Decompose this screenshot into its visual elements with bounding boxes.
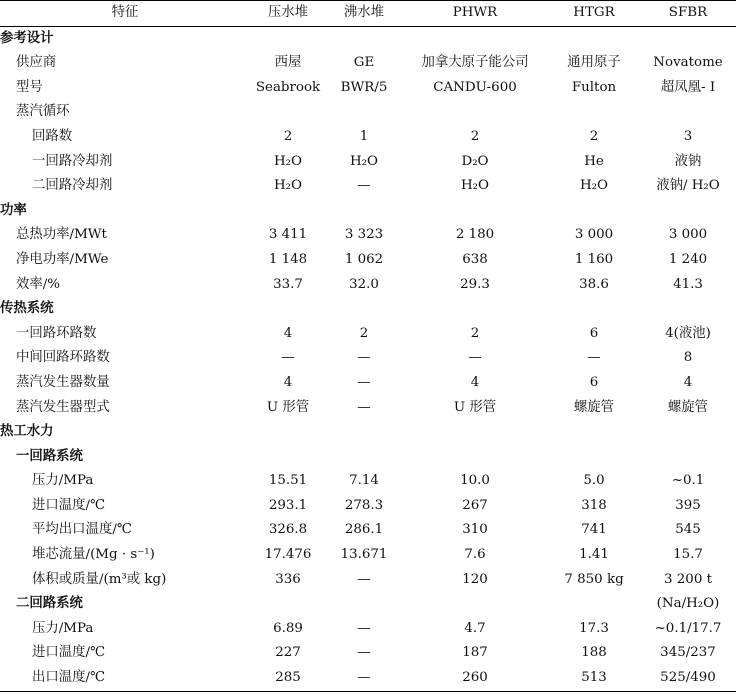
table-cell: Seabrook xyxy=(255,79,321,95)
section-label: 二回路系统 xyxy=(16,596,83,612)
table-cell: 345/237 xyxy=(660,645,716,661)
table-cell xyxy=(640,26,736,51)
table-cell xyxy=(640,100,736,125)
table-cell xyxy=(548,592,640,617)
table-cell: 3 411 xyxy=(268,227,308,243)
table-cell: H₂O xyxy=(579,178,609,194)
table-cell: 3 323 xyxy=(344,227,384,243)
table-cell: 29.3 xyxy=(460,276,490,292)
header-pwr: 压水堆 xyxy=(250,1,326,27)
table-cell: 1 240 xyxy=(668,251,708,267)
table-cell: U 形管 xyxy=(266,399,310,415)
table-cell: — xyxy=(326,666,402,691)
table-row xyxy=(0,543,736,568)
table-cell xyxy=(640,199,736,224)
table-cell: ~0.1/17.7 xyxy=(654,620,722,636)
table-cell: 188 xyxy=(581,645,607,661)
table-cell xyxy=(402,100,548,125)
table-cell: 120 xyxy=(462,571,488,587)
table-row xyxy=(0,51,736,76)
table-cell: 螺旋管 xyxy=(573,399,615,415)
table-cell xyxy=(250,420,326,445)
table-row xyxy=(0,371,736,396)
table-cell: 513 xyxy=(548,666,640,691)
table-cell: 8 xyxy=(683,350,693,366)
row-label: 出口温度/℃ xyxy=(0,666,250,691)
header-bwr: 沸水堆 xyxy=(326,1,402,27)
table-cell: 15.7 xyxy=(673,547,703,563)
table-header xyxy=(0,1,736,27)
table-cell: 326.8 xyxy=(268,522,308,538)
table-cell xyxy=(402,26,548,51)
section-row xyxy=(0,26,736,51)
table-cell: — xyxy=(357,571,371,587)
table-cell: 1 148 xyxy=(268,251,308,267)
table-cell: 278.3 xyxy=(344,497,384,513)
table-row xyxy=(0,469,736,494)
table-cell: 2 xyxy=(283,128,293,144)
table-cell: 310 xyxy=(462,522,488,538)
table-cell: ~0.1 xyxy=(671,473,705,489)
row-label: 一回路冷却剂 xyxy=(32,153,113,169)
table-row xyxy=(0,518,736,543)
table-cell: D₂O xyxy=(461,153,489,169)
table-cell: 267 xyxy=(462,497,488,513)
row-label: 蒸汽发生器型式 xyxy=(16,399,110,415)
row-label: 堆芯流量/(Mg · s⁻¹) xyxy=(32,547,155,563)
table-row xyxy=(0,174,736,199)
table-cell: 2 180 xyxy=(455,227,495,243)
table-cell: 33.7 xyxy=(273,276,303,292)
table-row xyxy=(0,568,736,593)
table-cell: 525/490 xyxy=(640,666,736,691)
row-label: 供应商 xyxy=(16,55,57,71)
table-cell xyxy=(250,297,326,322)
table-row xyxy=(0,494,736,519)
table-cell xyxy=(326,199,402,224)
table-cell: 2 xyxy=(470,128,480,144)
table-cell: — xyxy=(357,399,371,415)
row-label: 蒸汽发生器数量 xyxy=(16,374,110,390)
section-label: 传热系统 xyxy=(0,301,54,317)
table-cell: 3 200 t xyxy=(664,571,712,587)
table-cell: 187 xyxy=(462,645,488,661)
header-sfbr: SFBR xyxy=(640,1,736,27)
table-cell: 超凤凰- I xyxy=(660,79,716,95)
table-row xyxy=(0,248,736,273)
header-htgr: HTGR xyxy=(548,1,640,27)
header-phwr: PHWR xyxy=(402,1,548,27)
table-cell: 545 xyxy=(675,522,701,538)
table-cell: — xyxy=(357,350,371,366)
section-row xyxy=(0,445,736,470)
table-cell: — xyxy=(587,350,601,366)
table-cell xyxy=(402,592,548,617)
table-cell: 741 xyxy=(581,522,607,538)
table-cell: 液钠/ H₂O xyxy=(656,178,720,194)
table-body xyxy=(0,26,736,691)
table-cell: 38.6 xyxy=(579,276,609,292)
table-cell xyxy=(250,26,326,51)
section-row xyxy=(0,420,736,445)
table-cell: 1.41 xyxy=(579,547,609,563)
table-cell xyxy=(548,297,640,322)
row-label: 型号 xyxy=(16,79,43,95)
table-cell xyxy=(402,420,548,445)
table-cell: 260 xyxy=(402,666,548,691)
row-label: 回路数 xyxy=(32,128,73,144)
table-cell: 6.89 xyxy=(273,620,303,636)
table-cell: U 形管 xyxy=(453,399,497,415)
table-cell: 286.1 xyxy=(344,522,384,538)
table-cell: 6 xyxy=(589,374,599,390)
table-cell: 15.51 xyxy=(268,473,308,489)
table-cell xyxy=(548,445,640,470)
section-label: 一回路系统 xyxy=(16,448,83,464)
section-row xyxy=(0,297,736,322)
row-label: 蒸汽循环 xyxy=(16,104,70,120)
table-cell: CANDU-600 xyxy=(433,79,517,95)
table-cell: 加拿大原子能公司 xyxy=(421,55,529,71)
table-row xyxy=(0,150,736,175)
table-row xyxy=(0,125,736,150)
row-label: 中间回路环路数 xyxy=(16,350,110,366)
section-label: 功率 xyxy=(0,202,27,218)
table-cell: 7.14 xyxy=(349,473,379,489)
table-cell: 螺旋管 xyxy=(667,399,709,415)
table-cell: 293.1 xyxy=(268,497,308,513)
table-cell: 3 000 xyxy=(668,227,708,243)
table-cell: — xyxy=(468,350,482,366)
table-cell xyxy=(250,199,326,224)
table-cell xyxy=(402,297,548,322)
table-cell: — xyxy=(357,620,371,636)
header-row xyxy=(0,1,736,27)
table-row xyxy=(0,617,736,642)
table-cell: 通用原子 xyxy=(567,55,621,71)
row-label: 进口温度/℃ xyxy=(32,645,106,661)
table-cell xyxy=(250,100,326,125)
table-cell xyxy=(326,100,402,125)
section-label: 热工水力 xyxy=(0,424,54,440)
table-cell xyxy=(326,26,402,51)
row-label: 净电功率/MWe xyxy=(16,251,109,267)
table-cell xyxy=(548,100,640,125)
section-row xyxy=(0,199,736,224)
table-cell: 2 xyxy=(470,325,480,341)
table-row xyxy=(0,346,736,371)
table-cell: 227 xyxy=(275,645,301,661)
table-cell: 10.0 xyxy=(460,473,490,489)
table-cell: H₂O xyxy=(460,178,490,194)
table-cell xyxy=(326,420,402,445)
table-cell: Fulton xyxy=(571,79,617,95)
table-cell: — xyxy=(281,350,295,366)
table-cell xyxy=(548,420,640,445)
row-label: 一回路环路数 xyxy=(16,325,97,341)
table-row xyxy=(0,76,736,101)
table-cell: 318 xyxy=(581,497,607,513)
table-cell: 4 xyxy=(683,374,693,390)
table-cell: 17.3 xyxy=(579,620,609,636)
table-cell: — xyxy=(357,374,371,390)
table-cell: 13.671 xyxy=(340,547,388,563)
table-cell: 2 xyxy=(589,128,599,144)
table-cell: 7.6 xyxy=(464,547,486,563)
row-label: 总热功率/MWt xyxy=(16,227,107,243)
table-cell: 6 xyxy=(589,325,599,341)
table-cell xyxy=(326,592,402,617)
table-row xyxy=(0,273,736,298)
table-cell: 1 062 xyxy=(344,251,384,267)
row-label: 压力/MPa xyxy=(32,620,94,636)
table-cell xyxy=(250,592,326,617)
table-cell: 7 850 kg xyxy=(564,571,624,587)
table-cell: Novatome xyxy=(653,55,723,71)
table-cell xyxy=(640,420,736,445)
table-cell: BWR/5 xyxy=(340,79,388,95)
row-label: 效率/% xyxy=(16,276,61,292)
table-cell: H₂O xyxy=(273,153,303,169)
row-label: 体积或质量/(m³或 kg) xyxy=(32,571,167,587)
row-label: 进口温度/℃ xyxy=(32,497,106,513)
header-feature: 特征 xyxy=(0,1,250,27)
table-row xyxy=(0,396,736,421)
table-row xyxy=(0,666,736,691)
section-row xyxy=(0,592,736,617)
row-label: 二回路冷却剂 xyxy=(32,178,113,194)
table-cell: 336 xyxy=(275,571,301,587)
table-row xyxy=(0,223,736,248)
table-cell: 4.7 xyxy=(464,620,486,636)
table-cell xyxy=(640,445,736,470)
table-cell: 3 xyxy=(683,128,693,144)
table-cell: 1 160 xyxy=(574,251,614,267)
table-cell: He xyxy=(584,153,604,169)
table-cell: 2 xyxy=(359,325,369,341)
table-cell xyxy=(640,297,736,322)
table-cell: — xyxy=(357,178,371,194)
table-cell: H₂O xyxy=(349,153,379,169)
row-label: 平均出口温度/℃ xyxy=(32,522,132,538)
table-cell xyxy=(326,297,402,322)
table-cell: 4 xyxy=(470,374,480,390)
table-cell: 4 xyxy=(283,374,293,390)
table-cell: 32.0 xyxy=(349,276,379,292)
table-cell: 638 xyxy=(462,251,488,267)
table-row xyxy=(0,322,736,347)
table-cell: 4(液池) xyxy=(665,325,711,341)
table-cell xyxy=(250,445,326,470)
table-cell xyxy=(326,445,402,470)
table-cell: — xyxy=(357,645,371,661)
table-cell: 西屋 xyxy=(274,55,302,71)
table-row xyxy=(0,641,736,666)
table-row xyxy=(0,100,736,125)
table-cell xyxy=(402,445,548,470)
table-cell xyxy=(402,199,548,224)
section-label: 参考设计 xyxy=(0,30,54,46)
table-cell: 17.476 xyxy=(264,547,312,563)
table-cell: 395 xyxy=(675,497,701,513)
table-cell: 4 xyxy=(283,325,293,341)
table-cell: 3 000 xyxy=(574,227,614,243)
table-cell: 液钠 xyxy=(674,153,702,169)
table-cell: 5.0 xyxy=(583,473,605,489)
table-cell: GE xyxy=(353,55,375,71)
table-cell: (Na/H₂O) xyxy=(656,596,720,612)
table-cell: 1 xyxy=(359,128,369,144)
table-cell: 285 xyxy=(250,666,326,691)
table-cell xyxy=(548,26,640,51)
table-cell xyxy=(548,199,640,224)
table-cell: 41.3 xyxy=(673,276,703,292)
table-cell: H₂O xyxy=(273,178,303,194)
row-label: 压力/MPa xyxy=(32,473,94,489)
